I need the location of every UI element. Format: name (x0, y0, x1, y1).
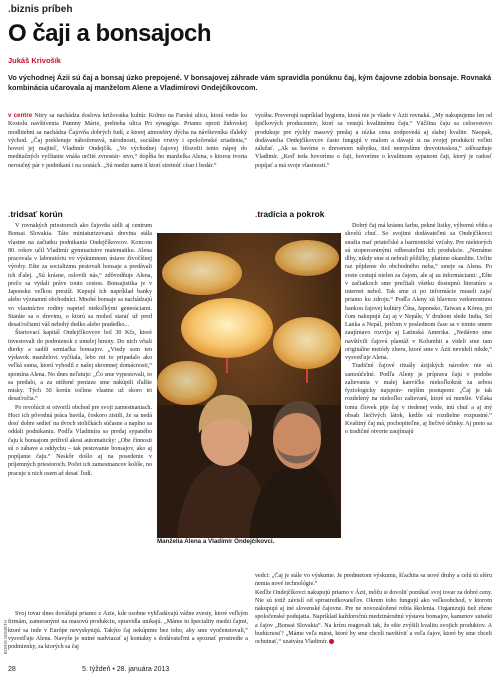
col2-top (255, 112, 492, 205)
paragraph: Po revolúcii si otvorili obchod pre svoji zamestnaniach. Hoci ich pôvodná práca bavila, čoskoro zistili, že sa nedá dosť dobre sedieť na dvoch stoličkách súčasne a naplno sa oddali podnikaniu. Podľa Vladimíra sa predaj sypaného čaju k bonsajom priživil akosi automaticky: „Obe činnosti sú o zábave a oddychu – tak pestovanie bonsajov, ako aj popíjanie čaju.“ Neskôr došlo aj na posedenie v príjemných priestoroch. Počet ich zamestnancov kolíše, no pracuje u nich osem až desať ľudí. (8, 404, 152, 477)
intro-kicker: v centre (8, 112, 33, 119)
col1-heading-text: tridsať korún (10, 209, 63, 219)
paragraph: Svoj tovar dnes dovážajú priamo z Ázie, kde osobne vyhľadávajú vážne zvesty, ktoré veľkým firmám, zameranými na masovú produkciu, spravidla unikajú. „Máme tu špeciality medzi čajmi, ktoré sa inde v Európe nevyskytujú. Takýto čaj nekúpime bez toho, aby sme vyočenstovali,“ vysvetľuje Alena. Navyše je nutné nadviazať aj kontakty s dodávateľmi a spoznať prostredie a podmienky, za ktorých sa čaj (8, 611, 248, 650)
section-text: biznis príbeh (10, 4, 73, 15)
photo-owners-lanterns (157, 233, 341, 538)
paragraph: Štartovací kapitál Ondejčíkovcov bol 30 Kčs, ktoré investovali do podmienok z umelej hmoty. Do nich vŕtali dierky a sadili semiačka bonsajov. „Vtedy som ten výdavok manželovi vyčítala, lebo mi to pripadalo ako veľká suma, ktorú vyhodil z našej skromnej domácnosti,“ spomína Alena. No dnes neľutuje: „Čo sme vypestovali, to sa predalo, a za utŕžené peniaze sme nakúpili ďalšie misky. Tých 30 korún točíme vlastne už skoro tri desaťročia.“ (8, 330, 152, 403)
end-mark (329, 639, 334, 644)
page-number: 28 (8, 666, 16, 673)
issue-date: 5. týždeň • 28. januára 2013 (82, 666, 170, 673)
lantern-shape (275, 240, 339, 276)
section-dot: . (8, 4, 11, 15)
col3-heading (255, 209, 324, 219)
article-title: O čaji a bonsajoch (8, 20, 212, 47)
col1-intro (8, 112, 247, 205)
col2-top-text: vyrába. Preverujú napríklad hygienu, ktorá nie je všade v Ázii rovnaká. „My nakupujeme len od špičkových producentov, ktorí sa venujú kvalitnému čaju.“ Väčšina čaju sa celosvetovo produkuje pre rýchly masový predaj a nízka cena zodpovedá aj slabej kvalite. Naopak, dodávatelia Ondejčíkovcov často fungujú v malom a dávajú si na svojej produkcii veľmi záležať. „Ak sa bavíme o drevenom nábytku, tiež nemyslíme drevotrieskou,“ zdôrazňuje Vladimír. „Keď teda hovoríme o čaji, hovoríme o kvalitnom sypanom čaji, ktorý je radosť popíjať a má svoje vlastnosti.“ (255, 113, 492, 169)
col1-heading (8, 209, 63, 219)
col1-bottom (8, 610, 248, 660)
section-label (8, 4, 72, 15)
photo-credit: BORIS NEMETH (3, 620, 8, 655)
heading-dot: . (255, 209, 258, 219)
col3-body (345, 222, 492, 572)
paragraph: V rovnakých priestoroch ako čajovňa sídli aj centrum Bonsai Slovakia. Táto miniaturizovaná drevina stála vlastne na začiatku podnikania Ondejčíkovcov. Koncom 80. rokov učil Vladimír gymnazistov matematiku. Alena pracovala v laboratóriu vo výskumnom ústave živočíšnej výroby. Ešte za socializmu pestovali bonsaje a predávali ich ďalej. „Sú krásne, oslovili nás,“ zdôvodňuje Alena, prečo sa vydali práve touto cestou. Bonsajistika je v Japonsku veľkou prestíž. Kupujú ich napríklad banky alebo významní obchodníci. Mnohé bonsaje sa nachádzajú vo vlastníctve rodiny naprieč niekoľkými generáciami. Staráte sa o drevinu, o ktorú sa mohol starať už pred desaťročiami váš nebohý dedko alebo pradedko... (8, 223, 152, 328)
paragraph: Dobrý čaj má krásnu farbu, pekné listky, výbornú vôňu a skvelú chuť. So svojimi dodávateľmi sa Ondejčíkovci snažia mať priateľské a harmonické vzťahy. Pre niektorých sú stopercentnými odberateľmi ich produkcie. „Nemáme dlhy, nikdy sme si nebrali pôžičky, platíme okamžite. Určite raz pôjdeme do obchodného neba,“ smeje sa Alena. Po svete cestujú nielen za čajom, ale aj za informáciami: „Ešte v začiatkoch sme prečítali všetku dostupnú literatúru a internet nebol. Tak sme si po informácie museli zajsť priamo ku zdroju.“ Podľa Aleny sú hlavnou vedomostnou bankou čajovej kultúry Čína, Japonsko, Taiwan a Kórea, pri čom nakupujú čaj aj v Nepále, V druhom slede India, Srí Lanka a Nepál, pričom v poslednom čase sa v tomto smere zaujímavo rozvíja aj Latinská Amerika. „Nedávno sme navštívili čajovú plantáž v Kolumbii a videli sme tam originálne metódy zberu, ktoré sme v Ázii nevideli nikde,“ vysvetľuje Alena. (345, 223, 492, 361)
photo-illustration (157, 233, 341, 538)
author-byline: Jukáš Krivošík (8, 56, 61, 65)
article-lead: Vo východnej Ázii sú čaj a bonsaj úzko prepojené. V bonsajovej záhrade vám spravidla ponúknu čaj, kým čajovne zdobia bonsaje. Rovnaká kombinácia učarovala aj manželom Alene a Vladimírovi Ondejčíkovcom. (8, 73, 492, 92)
paragraph: Tradičné čajové rituály ázijských národov nie sú samoúčelné. Podľa Aleny je príprava čaju v podobe zalievania v malej kanvičke niekoľkokrát za sebou fyziologicky najspráv- nejším postupom: „Čaj je tak rozdelený na niekoľko zalievaní, ktoré sú menšie. Vďaka tomu človek pije čaj v riedenej vode, inú chuť a aj iný obsah liečivých látok, kedže sú rozdielne rozpustné.“ Kvalitný čaj má, pochopiteľne, aj liečivé účinky. Aj preto sa o tradičné otvorte zaujímajú (345, 363, 492, 436)
intro-text: Nitry sa nachádza doslova križovatka kultúr. Kolmo na Farskú ulicu, ktorá vedie ku Kostolu navštívenia Pannny Márie, prebieha ulica Pri synagóge. Priamo oproti židovskej modlitebni sa nachádza Čajovňa dobrých fudí, z ktorej atmosféry dýcha na návštevníka ďaleký východ. „Čaj preklenuje náboženstvá, národnosti, sociálne vrstvy i spoločenské zriadenia,“ hovorí jej majiteľ, Vladimír Ondejčík. „Vo východnej čajovej filozofii tento nápoj do meditačných vyčítanie vnáša určité zvnostár- stvo,“ dopĺňa ho manželka Alena, s ktorou tvoria neroučný pár v podnikaní i na cestách. „Sú medzi nami tí ktorí stretnúť císar i bedár.“ (8, 113, 247, 169)
col2-bottom-text: vedci: „Čaj je stále vo výskume. Je predmetom výskumu, šťachtia sa nové druhy a celú tú sféru nemia nové technológie.“ Keďže Ondejčíkovci nakupujú priamo v Ázii, môžu si dovoliť ponúkať svoj tovar za dobré ceny. Nie sú totiž závislí od sprostredkovateľov. Okrem toho fungujú ako veľkoobchod, v ktorom nakupujú aj iné slovenské čajovne. Pre ne novozaložené robia školenia. Organizujú tiež rôzne spoločenské podujatia. Napríklad každoročnú medzinárodnú výstavu bonsajov, kamenov suiseki a čajov „Bonsai Slovakia“. Na krízu reagovali tak, že ešte zvýšili kvalitu svojich produktov. A budúcnosť? „Máme veľa miest, ktoré by sme chceli navštíviť a veľa čajov, ktoré by sme chceli ochutnať,“ uzatvára Vladimír. (255, 573, 492, 645)
col2-bottom (255, 572, 492, 660)
heading-dot: . (8, 209, 11, 219)
col3-heading-text: tradícia a pokrok (257, 209, 325, 219)
col1-body (8, 222, 152, 610)
lantern-shape (162, 251, 242, 295)
lantern-shape (273, 317, 341, 369)
lantern-shape (181, 298, 273, 358)
photo-caption: Manželia Alena a Vladimír Ondejčíkovci. (157, 538, 275, 545)
lantern-shape (157, 361, 217, 405)
